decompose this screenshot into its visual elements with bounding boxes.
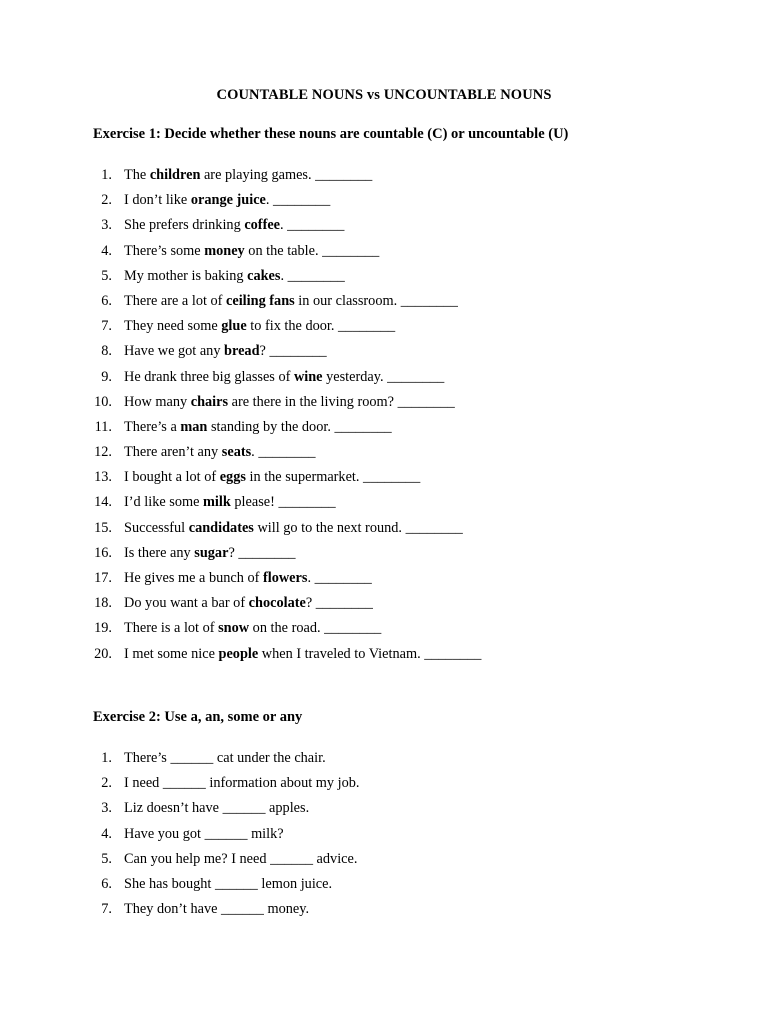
item-sentence: They need some glue to fix the door. ________ <box>124 318 396 335</box>
item-number: 7. <box>101 318 112 335</box>
item-number: 3. <box>101 217 112 234</box>
target-noun: sugar <box>194 544 229 561</box>
item-number: 5. <box>101 267 112 284</box>
item-number: 12. <box>94 444 112 461</box>
item-sentence: Successful candidates will go to the next round. ________ <box>124 519 463 536</box>
item-number: 16. <box>94 544 112 561</box>
exercise-1-heading: Exercise 1: Decide whether these nouns are countable (C) or uncountable (U) <box>93 126 569 142</box>
item-number: 10. <box>94 393 112 410</box>
item-number: 1. <box>101 167 112 183</box>
item-number: 2. <box>101 192 112 209</box>
item-number: 17. <box>94 570 112 586</box>
item-sentence: I met some nice people when I traveled to Vietnam. ________ <box>124 645 482 662</box>
item-sentence: They don’t have ______ money. <box>124 901 310 918</box>
item-sentence: My mother is baking cakes. ________ <box>124 267 345 284</box>
item-sentence: There’s ______ cat under the chair. <box>124 750 326 766</box>
item-sentence: The children are playing games. ________ <box>124 167 373 183</box>
item-number: 15. <box>94 519 112 536</box>
item-sentence: There’s a man standing by the door. ________ <box>124 418 392 435</box>
item-number: 4. <box>101 242 112 259</box>
item-sentence: She prefers drinking coffee. ________ <box>124 217 345 234</box>
item-sentence: Have we got any bread? ________ <box>124 343 327 360</box>
item-sentence: She has bought ______ lemon juice. <box>124 875 333 892</box>
item-number: 20. <box>94 645 112 662</box>
item-number: 5. <box>101 850 112 867</box>
target-noun: glue <box>221 318 247 335</box>
item-number: 13. <box>94 469 112 486</box>
target-noun: milk <box>203 494 231 511</box>
item-sentence: I’d like some milk please! ________ <box>124 494 336 511</box>
target-noun: seats <box>221 444 252 461</box>
item-number: 1. <box>101 750 112 766</box>
item-sentence: I bought a lot of eggs in the supermarket. ________ <box>124 469 421 486</box>
item-number: 19. <box>94 620 112 637</box>
target-noun: money <box>204 242 245 259</box>
target-noun: flowers <box>262 570 308 586</box>
item-number: 14. <box>94 494 112 511</box>
item-sentence: Can you help me? I need ______ advice. <box>124 850 358 867</box>
item-sentence: Is there any sugar? ________ <box>124 544 296 561</box>
item-number: 6. <box>101 292 112 309</box>
item-number: 8. <box>101 343 112 360</box>
target-noun: man <box>180 418 208 435</box>
item-number: 3. <box>101 800 112 817</box>
target-noun: snow <box>218 620 250 637</box>
target-noun: candidates <box>188 519 254 536</box>
item-sentence: There aren’t any seats. ________ <box>124 444 316 461</box>
item-number: 9. <box>101 368 112 385</box>
target-noun: chairs <box>190 393 229 410</box>
item-sentence: There is a lot of snow on the road. ________ <box>124 620 382 637</box>
item-sentence: Have you got ______ milk? <box>124 825 284 842</box>
target-noun: bread <box>224 343 260 360</box>
target-noun: coffee <box>244 217 281 234</box>
item-sentence: He drank three big glasses of wine yesterday. ________ <box>124 368 445 385</box>
target-noun: ceiling fans <box>226 292 295 309</box>
worksheet-title: COUNTABLE NOUNS vs UNCOUNTABLE NOUNS <box>216 87 552 103</box>
target-noun: chocolate <box>248 595 306 612</box>
item-sentence: Do you want a bar of chocolate? ________ <box>124 595 373 612</box>
target-noun: children <box>149 167 201 183</box>
target-noun: eggs <box>219 469 246 486</box>
item-number: 4. <box>101 825 112 842</box>
item-number: 2. <box>101 775 112 792</box>
target-noun: cakes <box>247 267 281 284</box>
item-number: 18. <box>94 595 112 612</box>
item-sentence: I need ______ information about my job. <box>124 775 360 792</box>
target-noun: orange juice <box>190 192 266 209</box>
item-number: 7. <box>101 901 112 918</box>
item-number: 6. <box>101 875 112 892</box>
item-sentence: I don’t like orange juice. ________ <box>124 192 331 209</box>
item-number: 11. <box>94 418 112 435</box>
target-noun: people <box>218 645 259 662</box>
exercise-2-heading: Exercise 2: Use a, an, some or any <box>93 709 303 725</box>
item-sentence: There’s some money on the table. ________ <box>124 242 380 259</box>
item-sentence: Liz doesn’t have ______ apples. <box>124 800 310 817</box>
target-noun: wine <box>293 368 323 385</box>
item-sentence: There are a lot of ceiling fans in our classroom. ________ <box>124 292 458 309</box>
item-sentence: How many chairs are there in the living room? ________ <box>124 393 455 410</box>
item-sentence: He gives me a bunch of flowers. ________ <box>124 570 372 586</box>
